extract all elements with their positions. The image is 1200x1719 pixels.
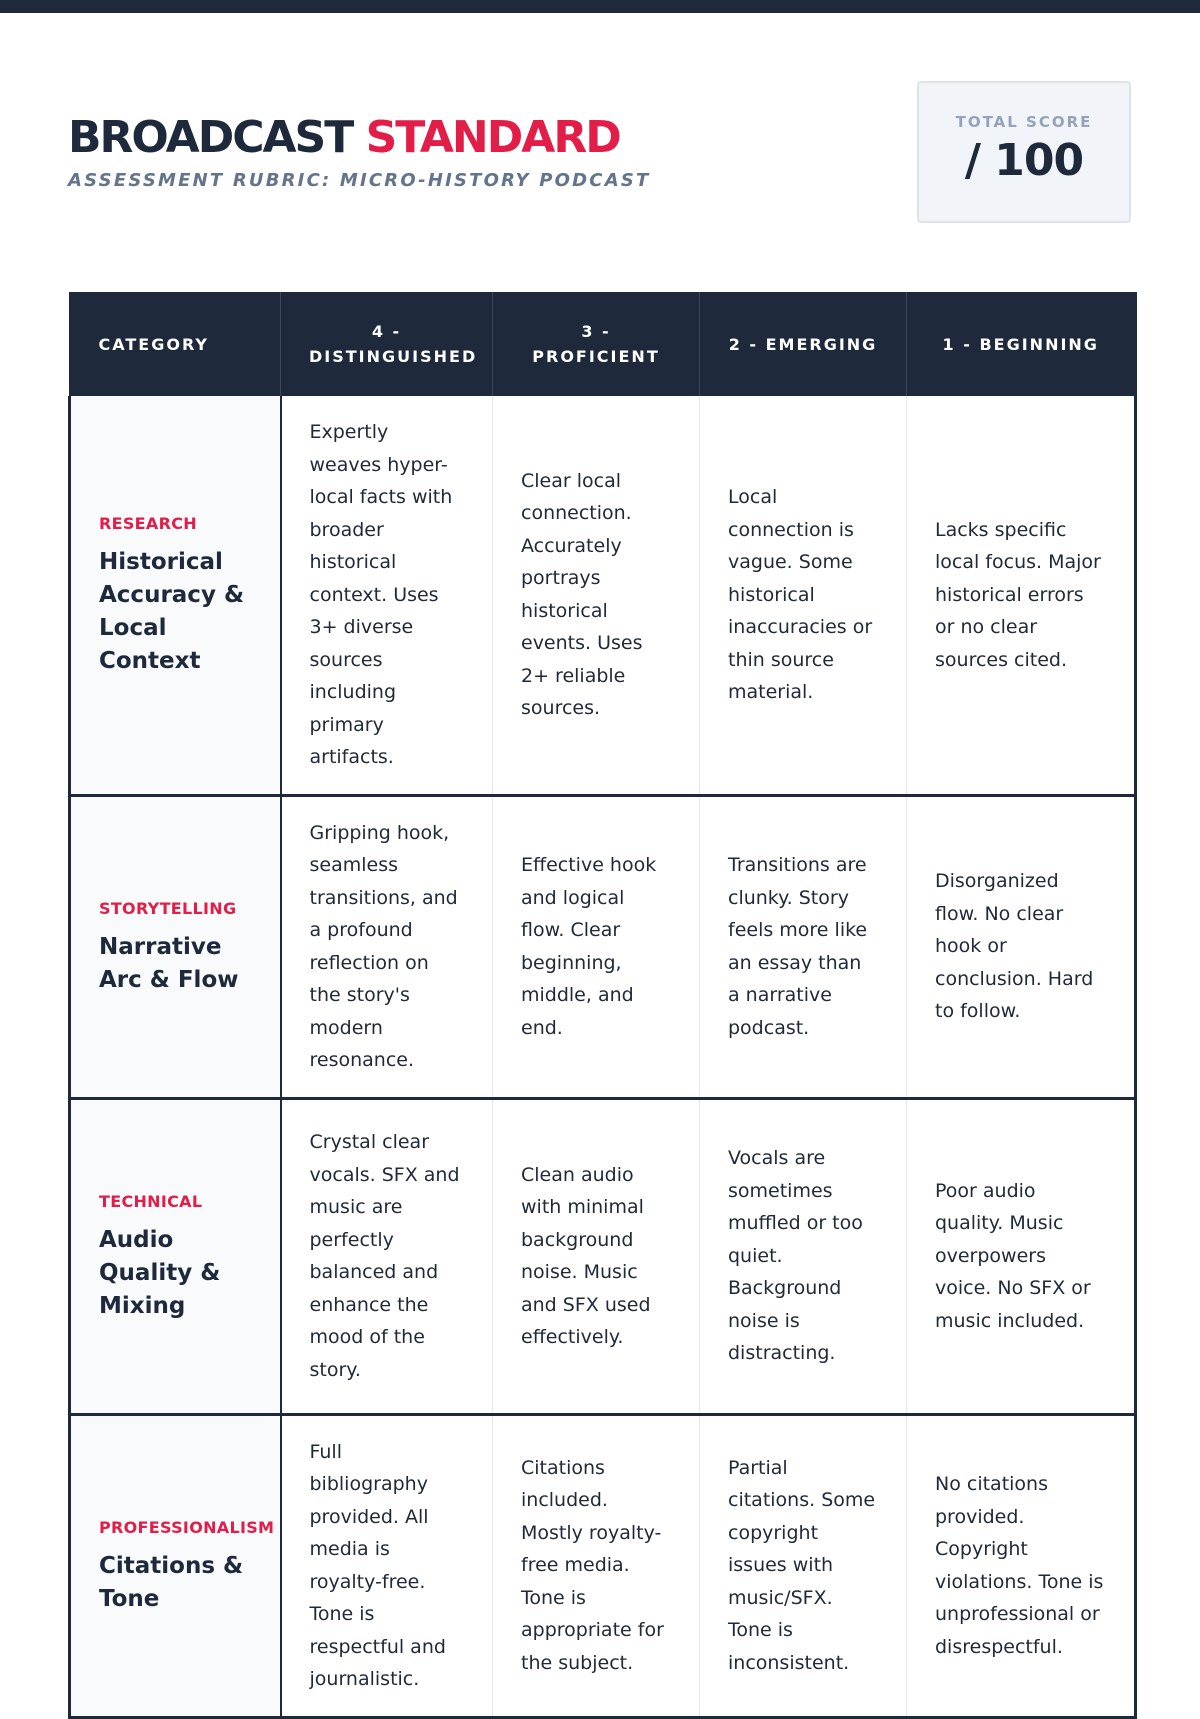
rubric-header-row bbox=[70, 292, 1136, 396]
table-row bbox=[70, 396, 1136, 795]
column-header-proficient: 3 - PROFICIENT bbox=[493, 292, 700, 396]
category-cell bbox=[70, 396, 281, 795]
category-name: Narrative Arc & Flow bbox=[99, 933, 239, 993]
column-header-beginning: 1 - BEGINNING bbox=[907, 292, 1136, 396]
table-row bbox=[70, 1098, 1136, 1414]
category-name: Citations & Tone bbox=[99, 1552, 244, 1612]
category-tag: TECHNICAL bbox=[99, 1191, 203, 1211]
level-2-cell: Vocals are sometimes muffled or too quiet. Background noise is distracting. bbox=[700, 1098, 907, 1414]
level-1-cell: Poor audio quality. Music overpowers voice. No SFX or music included. bbox=[907, 1098, 1136, 1414]
title-main: BROADCAST bbox=[68, 112, 353, 163]
table-row bbox=[70, 795, 1136, 1098]
level-3-cell: Effective hook and logical flow. Clear beginning, middle, and end. bbox=[493, 795, 700, 1098]
page-header bbox=[68, 112, 650, 191]
page-subtitle: ASSESSMENT RUBRIC: MICRO-HISTORY PODCAST bbox=[68, 170, 651, 191]
column-header-category: CATEGORY bbox=[70, 292, 281, 396]
level-1-cell: No citations provided. Copyright violations. Tone is unprofessional or disrespectful. bbox=[907, 1414, 1136, 1717]
level-3-cell: Citations included. Mostly royalty-free media. Tone is appropriate for the subject. bbox=[493, 1414, 700, 1717]
category-tag: RESEARCH bbox=[99, 513, 197, 533]
level-4-cell: Crystal clear vocals. SFX and music are perfectly balanced and enhance the mood of the story. bbox=[281, 1098, 493, 1414]
rubric-table bbox=[68, 292, 1137, 1719]
level-1-cell: Lacks specific local focus. Major historical errors or no clear sources cited. bbox=[907, 396, 1136, 795]
level-3-cell: Clean audio with minimal background noise. Music and SFX used effectively. bbox=[493, 1098, 700, 1414]
total-score-value: / 100 bbox=[964, 135, 1084, 186]
level-2-cell: Transitions are clunky. Story feels more like an essay than a narrative podcast. bbox=[700, 795, 907, 1098]
category-name: Historical Accuracy & Local Context bbox=[99, 548, 244, 674]
column-header-distinguished: 4 - DISTINGUISHED bbox=[281, 292, 493, 396]
top-accent-bar bbox=[0, 0, 1200, 13]
category-cell bbox=[70, 795, 281, 1098]
level-4-cell: Gripping hook, seamless transitions, and a profound reflection on the story's modern resonance. bbox=[281, 795, 493, 1098]
level-4-cell: Full bibliography provided. All media is royalty-free. Tone is respectful and journalistic. bbox=[281, 1414, 493, 1717]
page-title bbox=[68, 112, 650, 164]
category-tag: PROFESSIONALISM bbox=[99, 1517, 275, 1537]
table-row bbox=[70, 1414, 1136, 1717]
category-cell bbox=[70, 1098, 281, 1414]
column-header-emerging: 2 - EMERGING bbox=[700, 292, 907, 396]
level-3-cell: Clear local connection. Accurately portrays historical events. Uses 2+ reliable sources. bbox=[493, 396, 700, 795]
title-accent: STANDARD bbox=[365, 112, 620, 163]
total-score-box bbox=[917, 81, 1131, 223]
category-tag: STORYTELLING bbox=[99, 898, 237, 918]
category-name: Audio Quality & Mixing bbox=[99, 1226, 221, 1319]
level-4-cell: Expertly weaves hyper-local facts with broader historical context. Uses 3+ diverse sources including primary artifacts. bbox=[281, 396, 493, 795]
level-1-cell: Disorganized flow. No clear hook or conclusion. Hard to follow. bbox=[907, 795, 1136, 1098]
level-2-cell: Partial citations. Some copyright issues with music/SFX. Tone is inconsistent. bbox=[700, 1414, 907, 1717]
total-score-label: TOTAL SCORE bbox=[955, 113, 1093, 131]
category-cell bbox=[70, 1414, 281, 1717]
level-2-cell: Local connection is vague. Some historical inaccuracies or thin source material. bbox=[700, 396, 907, 795]
